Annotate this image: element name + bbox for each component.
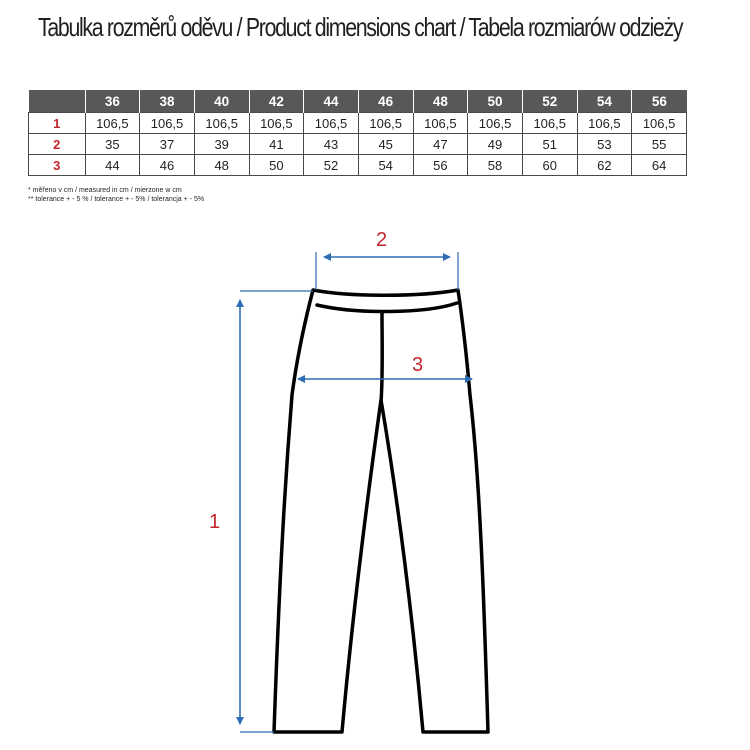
hip-label: 3 xyxy=(412,354,424,376)
table-cell: 56 xyxy=(413,155,468,176)
table-cell: 53 xyxy=(577,134,632,155)
size-header-cell: 48 xyxy=(413,90,468,113)
table-cell: 47 xyxy=(413,134,468,155)
row-label-waist: 2 xyxy=(29,134,86,155)
size-header-cell: 56 xyxy=(632,90,687,113)
table-cell: 64 xyxy=(632,155,687,176)
table-cell: 39 xyxy=(194,134,249,155)
table-cell: 58 xyxy=(468,155,523,176)
size-header-cell: 44 xyxy=(304,90,359,113)
table-cell: 106,5 xyxy=(468,113,523,134)
table-cell: 106,5 xyxy=(413,113,468,134)
table-cell: 106,5 xyxy=(522,113,577,134)
table-cell: 106,5 xyxy=(85,113,140,134)
size-header-cell: 46 xyxy=(358,90,413,113)
table-cell: 106,5 xyxy=(358,113,413,134)
center-seam xyxy=(381,313,382,402)
table-cell: 52 xyxy=(304,155,359,176)
table-cell: 50 xyxy=(249,155,304,176)
dimension-hip xyxy=(298,354,472,379)
note-units: * měřeno v cm / measured in cm / mierzone w cm xyxy=(28,187,182,194)
trousers-outline xyxy=(274,290,488,732)
table-cell: 51 xyxy=(522,134,577,155)
table-cell: 62 xyxy=(577,155,632,176)
waist-label: 2 xyxy=(376,229,388,251)
table-cell: 48 xyxy=(194,155,249,176)
size-header-cell: 36 xyxy=(85,90,140,113)
table-cell: 43 xyxy=(304,134,359,155)
size-header-cell: 54 xyxy=(577,90,632,113)
table-cell: 106,5 xyxy=(140,113,195,134)
table-cell: 106,5 xyxy=(304,113,359,134)
length-label: 1 xyxy=(209,511,221,533)
page-title: Tabulka rozměrů oděvu / Product dimensions chart / Tabela rozmiarów odzieży xyxy=(38,12,683,42)
dimension-waist xyxy=(316,229,458,290)
size-header-cell: 50 xyxy=(468,90,523,113)
row-label-hip: 3 xyxy=(29,155,86,176)
table-cell: 45 xyxy=(358,134,413,155)
note-tolerance: ** tolerance + - 5 % / tolerance + - 5% / tolerancja + - 5% xyxy=(28,196,205,203)
table-cell: 41 xyxy=(249,134,304,155)
table-cell: 49 xyxy=(468,134,523,155)
size-header-cell: 42 xyxy=(249,90,304,113)
row-label-length: 1 xyxy=(29,113,86,134)
size-header-cell: 38 xyxy=(140,90,195,113)
size-header-cell: 52 xyxy=(522,90,577,113)
size-header-cell: 40 xyxy=(194,90,249,113)
table-cell: 35 xyxy=(85,134,140,155)
table-cell: 44 xyxy=(85,155,140,176)
table-cell: 37 xyxy=(140,134,195,155)
table-cell: 106,5 xyxy=(194,113,249,134)
table-cell: 106,5 xyxy=(577,113,632,134)
table-cell: 60 xyxy=(522,155,577,176)
table-cell: 106,5 xyxy=(632,113,687,134)
table-cell: 46 xyxy=(140,155,195,176)
table-cell: 54 xyxy=(358,155,413,176)
table-cell: 106,5 xyxy=(249,113,304,134)
waistband-seam xyxy=(317,303,457,312)
table-cell: 55 xyxy=(632,134,687,155)
